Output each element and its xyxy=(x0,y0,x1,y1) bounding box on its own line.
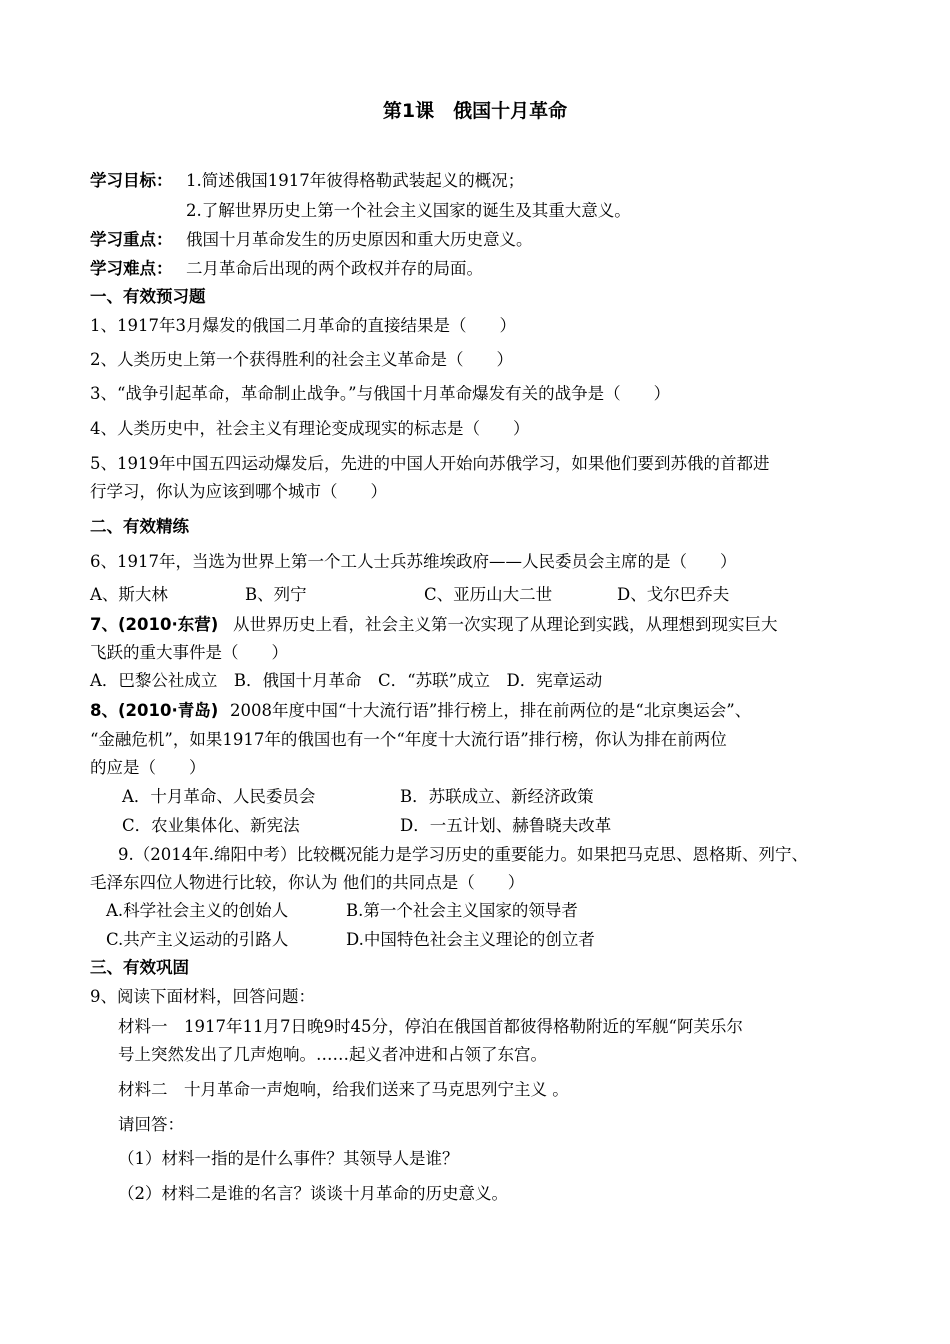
difficult-point-label: 学习难点： xyxy=(90,259,173,278)
material-1-line-2: 号上突然发出了几声炮响。……起义者冲进和占领了东宫。 xyxy=(118,1045,547,1064)
question-6-option-a: A、斯大林 xyxy=(90,585,168,604)
material-1-line-1: 材料一 1917年11月7日晚9时45分，停泊在俄国首都彼得格勒附近的军舰“阿芙乐尔 xyxy=(118,1017,743,1036)
sub-question-2: （2）材料二是谁的名言？谈谈十月革命的历史意义。 xyxy=(118,1184,508,1203)
section-heading-preview: 一、有效预习题 xyxy=(90,287,206,306)
difficult-point-text: 二月革命后出现的两个政权并存的局面。 xyxy=(186,259,483,278)
objectives-label: 学习目标： xyxy=(90,171,173,190)
question-9-option-c: C.共产主义运动的引路人 xyxy=(106,930,289,949)
question-5-line-2: 行学习，你认为应该到哪个城市（ ） xyxy=(90,482,387,501)
question-7-options: A．巴黎公社成立 B．俄国十月革命 C．“苏联”成立 D．宪章运动 xyxy=(90,671,603,690)
objective-item-1: 1.简述俄国1917年彼得格勒武装起义的概况； xyxy=(186,171,525,190)
objective-item-2: 2.了解世界历史上第一个社会主义国家的诞生及其重大意义。 xyxy=(186,201,631,220)
question-6-option-d: D、戈尔巴乔夫 xyxy=(617,585,730,604)
section-heading-consolidate: 三、有效巩固 xyxy=(90,958,189,977)
question-8-source: 8、(2010·青岛) xyxy=(90,701,219,720)
question-5-line-1: 5、1919年中国五四运动爆发后，先进的中国人开始向苏俄学习，如果他们要到苏俄的首都进 xyxy=(90,454,770,473)
question-2: 2、人类历史上第一个获得胜利的社会主义革命是（ ） xyxy=(90,350,513,369)
sub-question-1: （1）材料一指的是什么事件？其领导人是谁？ xyxy=(118,1149,459,1168)
question-6-option-b: B、列宁 xyxy=(245,585,307,604)
question-8-line-2: “金融危机”，如果1917年的俄国也有一个“年度十大流行语”排行榜，你认为排在前两位 xyxy=(90,730,727,749)
question-9-option-b: B.第一个社会主义国家的领导者 xyxy=(346,901,578,920)
question-6: 6、1917年，当选为世界上第一个工人士兵苏维埃政府——人民委员会主席的是（ ） xyxy=(90,552,737,571)
key-point-label: 学习重点： xyxy=(90,230,173,249)
question-6-option-c: C、亚历山大二世 xyxy=(424,585,553,604)
question-7-source: 7、(2010·东营) xyxy=(90,615,219,634)
key-point-text: 俄国十月革命发生的历史原因和重大历史意义。 xyxy=(186,230,533,249)
question-7-line-2: 飞跃的重大事件是（ ） xyxy=(90,643,288,662)
question-9-line-2: 毛泽东四位人物进行比较，你认为 他们的共同点是（ ） xyxy=(90,873,525,892)
question-8-option-c: C．农业集体化、新宪法 xyxy=(122,816,300,835)
question-3: 3、“战争引起革命，革命制止战争。”与俄国十月革命爆发有关的战争是（ ） xyxy=(90,384,671,403)
answer-prompt: 请回答： xyxy=(118,1115,184,1134)
page-title: 第1课 俄国十月革命 xyxy=(382,100,568,122)
question-4: 4、人类历史中，社会主义有理论变成现实的标志是（ ） xyxy=(90,419,530,438)
question-8-option-a: A．十月革命、人民委员会 xyxy=(122,787,316,806)
question-7-line-1: 从世界历史上看，社会主义第一次实现了从理论到实践，从理想到现实巨大 xyxy=(233,615,778,634)
question-1: 1、1917年3月爆发的俄国二月革命的直接结果是（ ） xyxy=(90,316,516,335)
section-heading-practice: 二、有效精练 xyxy=(90,517,189,536)
question-9-option-a: A.科学社会主义的创始人 xyxy=(106,901,289,920)
question-9-line-1: 9.（2014年.绵阳中考）比较概况能力是学习历史的重要能力。如果把马克思、恩格斯、列宁、 xyxy=(118,845,808,864)
question-8-line-1: 2008年度中国“十大流行语”排行榜上，排在前两位的是“北京奥运会”、 xyxy=(230,701,752,720)
question-9-option-d: D.中国特色社会主义理论的创立者 xyxy=(346,930,595,949)
material-2: 材料二 十月革命一声炮响，给我们送来了马克思列宁主义 。 xyxy=(118,1080,569,1099)
reading-question-intro: 9、阅读下面材料，回答问题： xyxy=(90,987,315,1006)
question-8-line-3: 的应是（ ） xyxy=(90,758,206,777)
question-8-option-d: D．一五计划、赫鲁晓夫改革 xyxy=(400,816,612,835)
question-8-option-b: B．苏联成立、新经济政策 xyxy=(400,787,594,806)
